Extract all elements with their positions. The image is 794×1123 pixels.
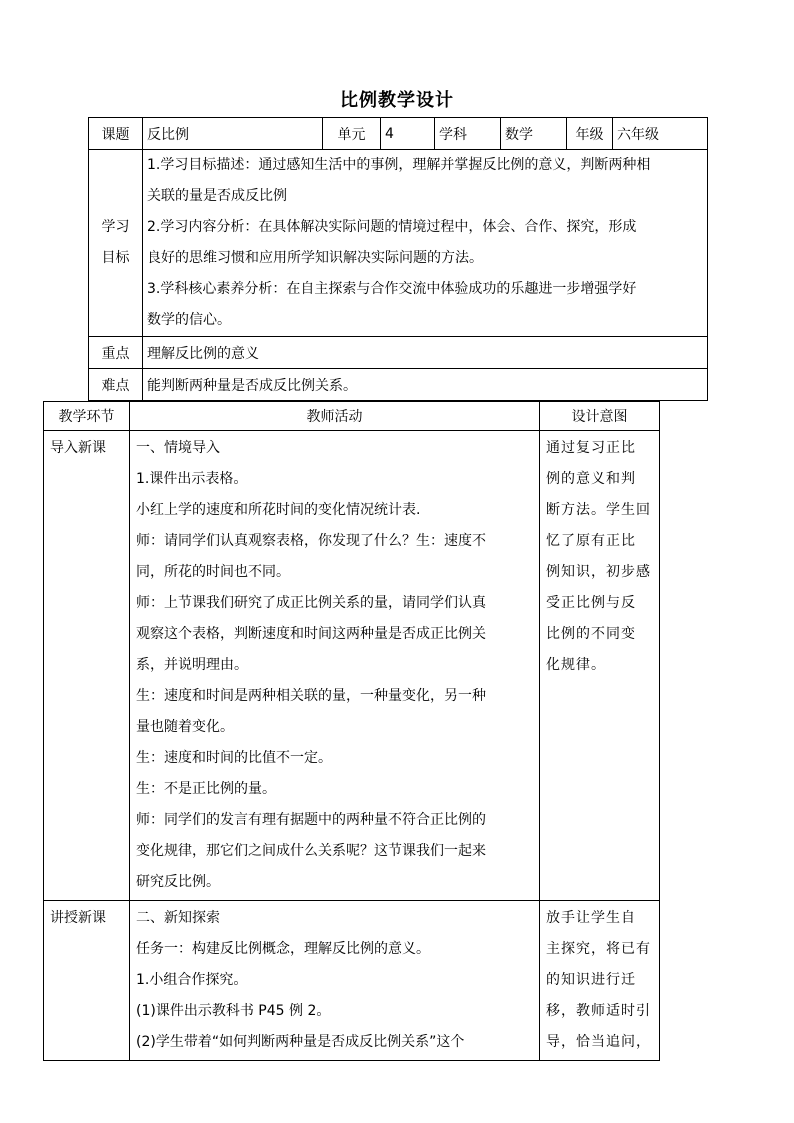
difficulty-label: 难点 — [89, 369, 143, 401]
intent-line: 忆了原有正比 — [546, 533, 636, 549]
unit-label: 单元 — [323, 118, 381, 150]
activity-line: 生：速度和时间是两种相关联的量，一种量变化，另一种 — [136, 688, 486, 704]
stage-label: 讲授新课 — [50, 910, 106, 926]
goals-line: 1.学习目标描述：通过感知生活中的事例，理解并掌握反比例的意义，判断两种相 — [147, 157, 651, 173]
activity-line: 师：上节课我们研究了成正比例关系的量，请同学们认真 — [136, 595, 486, 611]
intent-line: 导，恰当追问， — [546, 1034, 651, 1050]
page-title: 比例教学设计 — [340, 90, 454, 111]
subject-label: 学科 — [435, 118, 501, 150]
intent-line: 放手让学生自 — [546, 910, 636, 926]
activity-cell — [130, 431, 540, 901]
activity-line: (1)课件出示教科书 P45 例 2。 — [136, 1003, 331, 1019]
goals-line: 数学的信心。 — [147, 312, 231, 328]
activity-line: 生：不是正比例的量。 — [136, 781, 276, 797]
difficulty-row — [89, 369, 708, 401]
activity-line: 一、情境导入 — [136, 440, 220, 456]
key-point-value: 理解反比例的意义 — [143, 337, 708, 369]
activity-line: 同，所花的时间也不同。 — [136, 564, 290, 580]
activity-line: 小红上学的速度和所花时间的变化情况统计表. — [136, 502, 421, 518]
table-row — [44, 901, 660, 1061]
activity-line: 1.课件出示表格。 — [136, 471, 248, 487]
intent-cell — [540, 901, 660, 1061]
activity-line: (2)学生带着“如何判断两种量是否成反比例关系”这个 — [136, 1034, 465, 1050]
stage-cell — [44, 431, 130, 901]
activity-line: 观察这个表格，判断速度和时间这两种量是否成正比例关 — [136, 626, 486, 642]
activity-line: 生：速度和时间的比值不一定。 — [136, 750, 332, 766]
intent-line: 主探究，将已有 — [546, 941, 651, 957]
intent-line: 的知识进行迁 — [546, 972, 636, 988]
activity-line: 研究反比例。 — [136, 874, 220, 890]
table-row — [44, 431, 660, 901]
intent-line: 例的意义和判 — [546, 471, 636, 487]
goals-label-line: 学习 — [101, 219, 130, 235]
intent-line: 断方法。学生回 — [546, 502, 651, 518]
goals-label — [89, 150, 143, 337]
topic-value: 反比例 — [143, 118, 323, 150]
column-header-activity: 教师活动 — [130, 402, 540, 431]
grade-value: 六年级 — [613, 118, 708, 150]
goals-line: 关联的量是否成反比例 — [147, 188, 287, 204]
topic-label: 课题 — [89, 118, 143, 150]
intent-line: 通过复习正比 — [546, 440, 636, 456]
activity-line: 任务一：构建反比例概念，理解反比例的意义。 — [136, 941, 430, 957]
intent-line: 移，教师适时引 — [546, 1003, 651, 1019]
lesson-info-row — [89, 118, 708, 150]
column-header-stage: 教学环节 — [44, 402, 130, 431]
stage-cell — [44, 901, 130, 1061]
activity-cell — [130, 901, 540, 1061]
grade-label: 年级 — [567, 118, 613, 150]
activity-line: 师：同学们的发言有理有据题中的两种量不符合正比例的 — [136, 812, 486, 828]
key-point-label: 重点 — [89, 337, 143, 369]
process-header-row — [44, 402, 660, 431]
goals-content — [143, 150, 708, 337]
activity-line: 二、新知探索 — [136, 910, 220, 926]
intent-line: 例知识，初步感 — [546, 564, 651, 580]
goals-row — [89, 150, 708, 337]
intent-line: 化规律。 — [546, 657, 606, 673]
activity-line: 师：请同学们认真观察表格，你发现了什么？生：速度不 — [136, 533, 486, 549]
goals-label-line: 目标 — [101, 250, 130, 266]
activity-line: 量也随着变化。 — [136, 719, 234, 735]
goals-line: 良好的思维习惯和应用所学知识解决实际问题的方法。 — [147, 250, 483, 266]
intent-cell — [540, 431, 660, 901]
activity-line: 变化规律，那它们之间成什么关系呢？这节课我们一起来 — [136, 843, 486, 859]
lesson-info-table — [88, 117, 708, 401]
teaching-process-table — [43, 401, 660, 1061]
intent-line: 受正比例与反 — [546, 595, 636, 611]
stage-label: 导入新课 — [50, 440, 106, 456]
goals-line: 3.学科核心素养分析：在自主探索与合作交流中体验成功的乐趣进一步增强学好 — [147, 281, 637, 297]
subject-value: 数学 — [501, 118, 567, 150]
activity-line: 系，并说明理由。 — [136, 657, 248, 673]
difficulty-value: 能判断两种量是否成反比例关系。 — [143, 369, 708, 401]
intent-line: 比例的不同变 — [546, 626, 636, 642]
column-header-intent: 设计意图 — [540, 402, 660, 431]
unit-value: 4 — [381, 118, 435, 150]
activity-line: 1.小组合作探究。 — [136, 972, 248, 988]
goals-line: 2.学习内容分析：在具体解决实际问题的情境过程中，体会、合作、探究，形成 — [147, 219, 637, 235]
key-point-row — [89, 337, 708, 369]
